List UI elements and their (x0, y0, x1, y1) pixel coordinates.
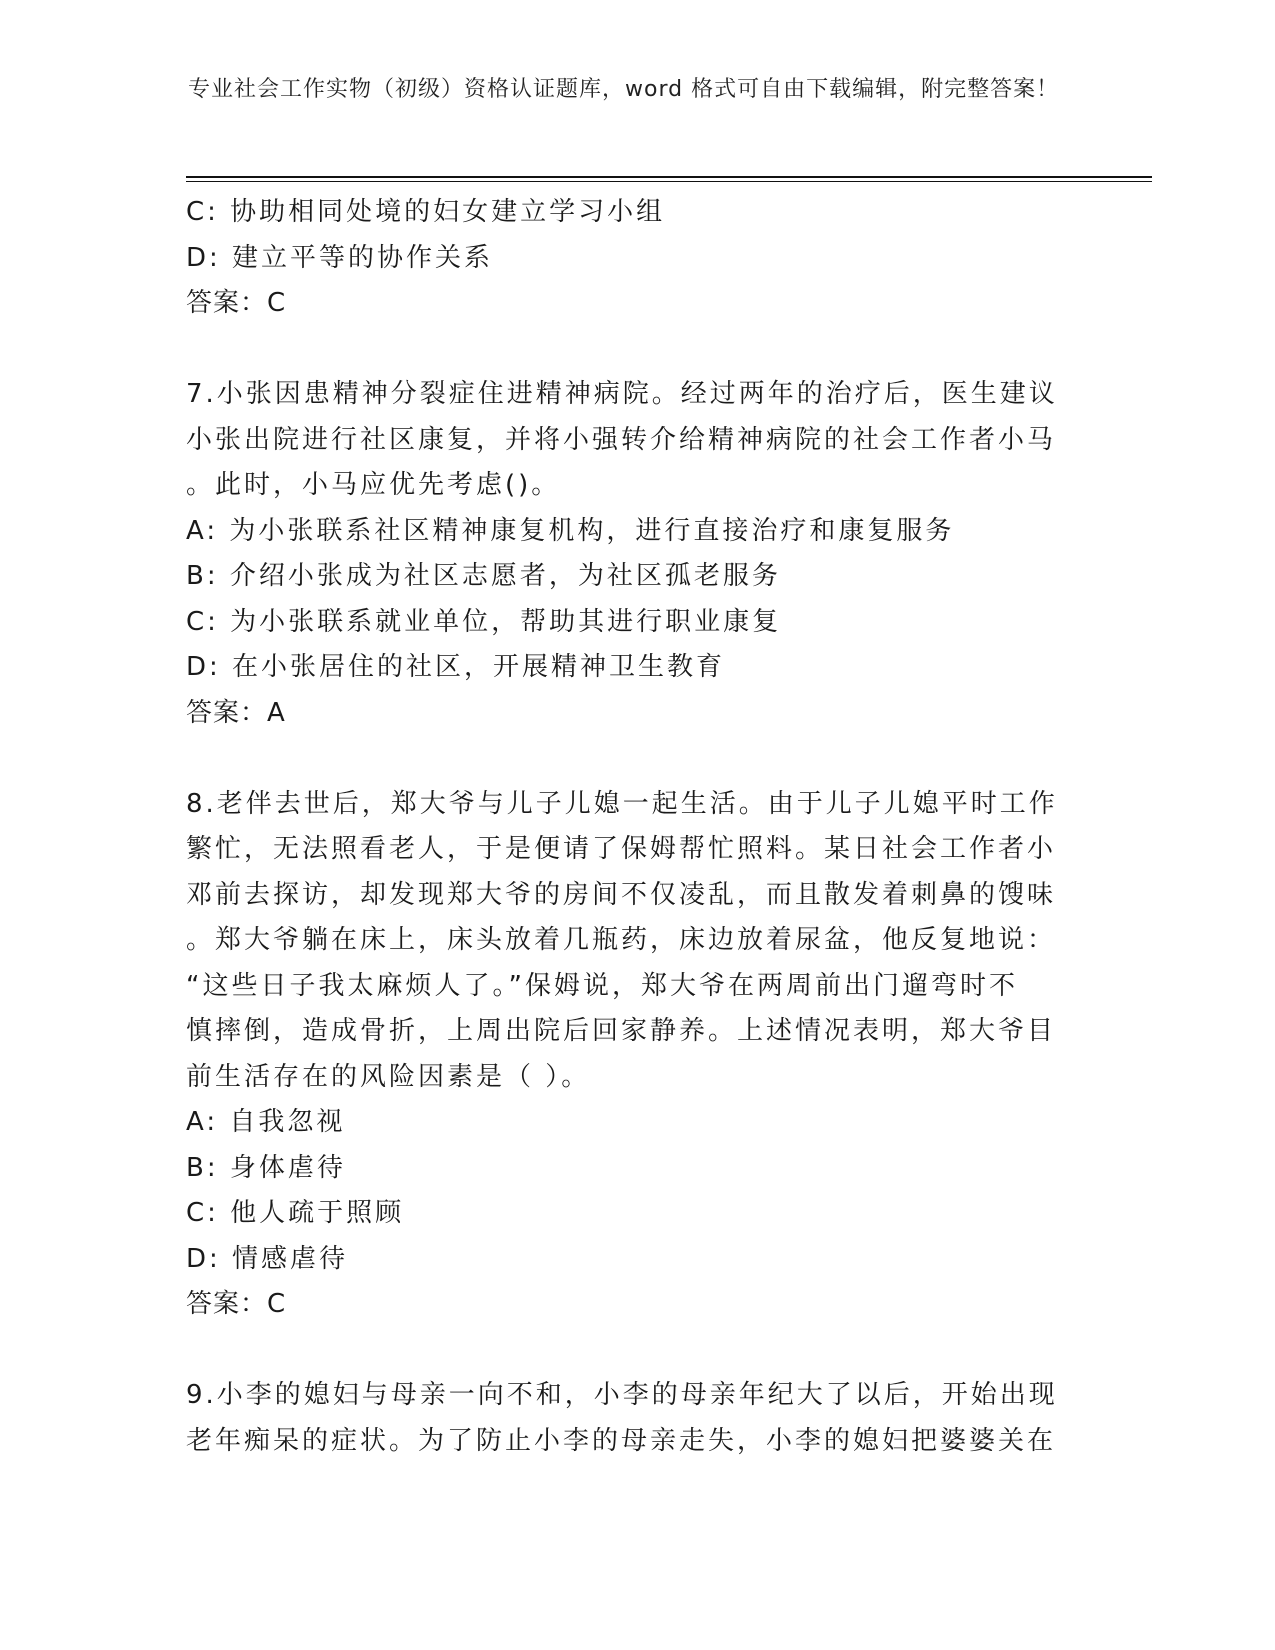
option-c: C: 为小张联系就业单位，帮助其进行职业康复 (186, 606, 782, 637)
question-stem-line: “这些日子我太麻烦人了。”保姆说，郑大爷在两周前出门遛弯时不 (186, 970, 1018, 1001)
question-stem-line: 8.老伴去世后，郑大爷与儿子儿媳一起生活。由于儿子儿媳平时工作 (186, 788, 1058, 819)
question-content (186, 190, 1066, 1464)
option-b: B: 介绍小张成为社区志愿者，为社区孤老服务 (186, 561, 781, 591)
option-a: A: 自我忽视 (186, 1107, 346, 1137)
spacer (186, 736, 1066, 782)
question-stem-line: 邓前去探访，却发现郑大爷的房间不仅凌乱，而且散发着刺鼻的馊味 (186, 879, 1057, 910)
answer-line: 答案：C (186, 1289, 287, 1319)
option-c: C: 他人疏于照顾 (186, 1198, 405, 1228)
question-7 (186, 372, 1066, 736)
question-stem-line: 前生活存在的风险因素是（ ）。 (186, 1061, 591, 1092)
answer-line: 答案：C (186, 288, 287, 318)
question-8 (186, 782, 1066, 1328)
header-rule-thick (186, 176, 1152, 178)
option-d: D: 在小张居住的社区，开展精神卫生教育 (186, 652, 726, 682)
question-9 (186, 1373, 1066, 1464)
option-b: B: 身体虐待 (186, 1152, 346, 1183)
question-stem-line: 7.小张因患精神分裂症住进精神病院。经过两年的治疗后，医生建议 (186, 379, 1058, 409)
header-rule-thin (186, 181, 1152, 182)
question-stem-line: 繁忙，无法照看老人，于是便请了保姆帮忙照料。某日社会工作者小 (186, 834, 1057, 864)
option-c: C: 协助相同处境的妇女建立学习小组 (186, 197, 666, 227)
spacer (186, 1328, 1066, 1374)
answer-line: 答案：A (186, 697, 286, 728)
question-stem-line: 9.小李的媳妇与母亲一向不和，小李的母亲年纪大了以后，开始出现 (186, 1380, 1058, 1410)
spacer (186, 327, 1066, 373)
question-stem-line: 。郑大爷躺在床上，床头放着几瓶药，床边放着尿盆，他反复地说： (186, 925, 1057, 955)
question-stem-line: 老年痴呆的症状。为了防止小李的母亲走失，小李的媳妇把婆婆关在 (186, 1425, 1057, 1456)
question-6-tail (186, 190, 1066, 327)
page-header: 专业社会工作实物（初级）资格认证题库，word 格式可自由下载编辑，附完整答案！ (188, 77, 1060, 102)
option-a: A: 为小张联系社区精神康复机构，进行直接治疗和康复服务 (186, 515, 955, 546)
question-stem-line: 小张出院进行社区康复，并将小强转介给精神病院的社会工作者小马 (186, 424, 1057, 455)
question-stem-line: 慎摔倒，造成骨折，上周出院后回家静养。上述情况表明，郑大爷目 (186, 1016, 1057, 1046)
option-d: D: 情感虐待 (186, 1243, 349, 1274)
option-d: D: 建立平等的协作关系 (186, 242, 494, 273)
question-stem-line: 。此时，小马应优先考虑()。 (186, 470, 561, 500)
